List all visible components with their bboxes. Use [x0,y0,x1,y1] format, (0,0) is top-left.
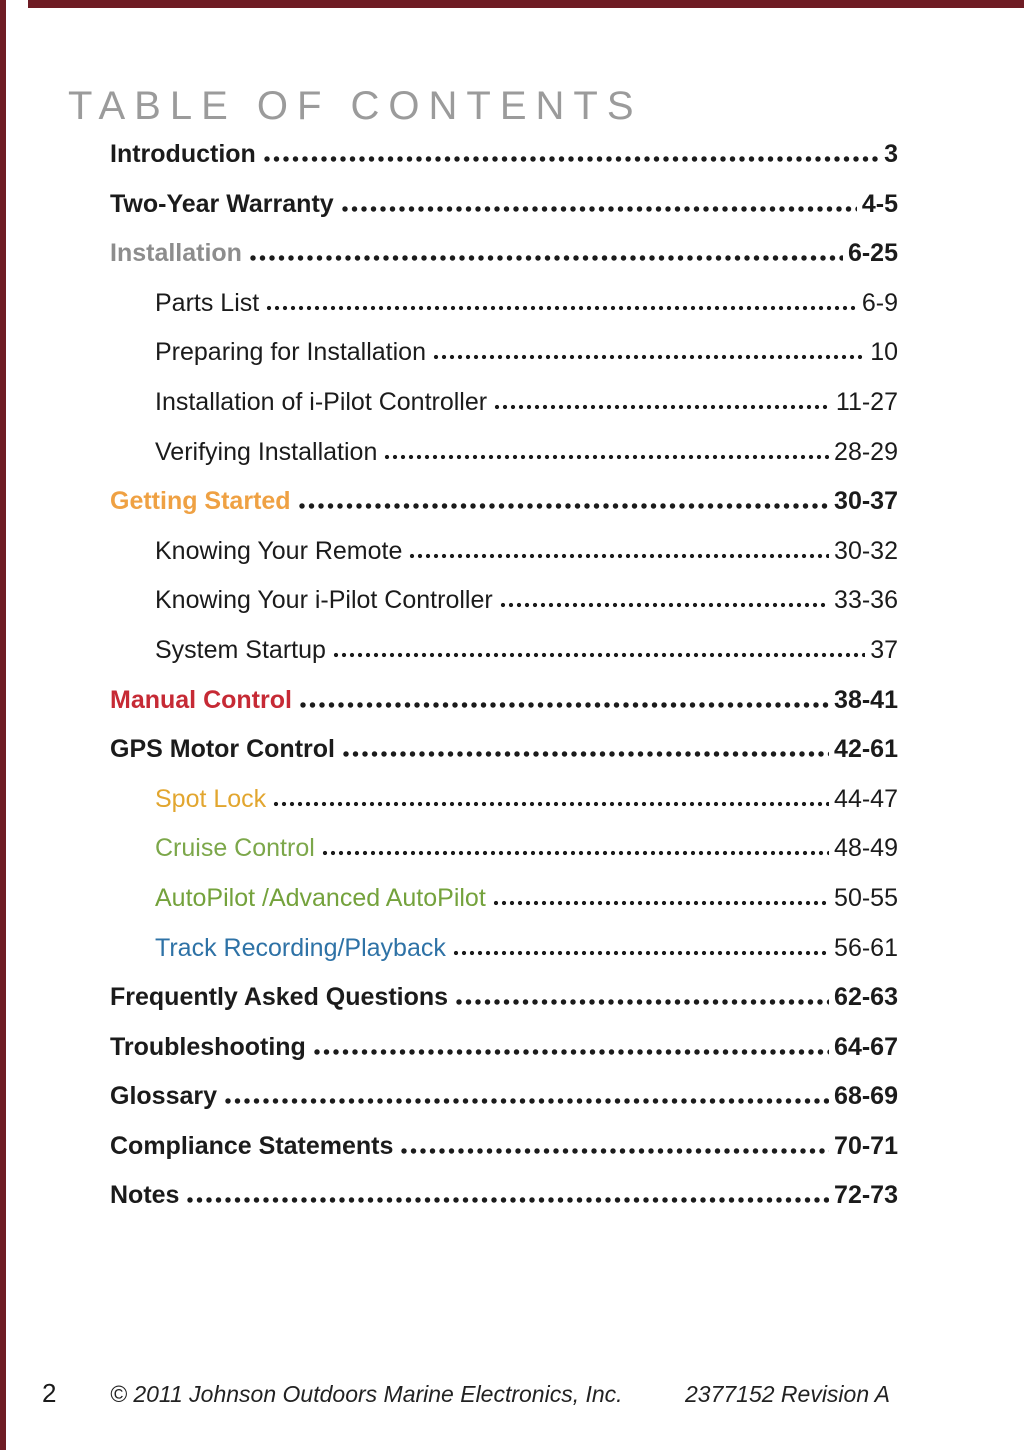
toc-leader-dots [384,453,829,460]
toc-row [110,338,898,388]
toc-page-number: 38-41 [834,685,898,714]
toc-row [110,1181,898,1231]
toc-leader-dots [409,552,829,559]
toc-entry-label: Installation of i-Pilot Controller [155,387,488,416]
toc-entry-label: Spot Lock [155,784,267,813]
toc-leader-dots [342,750,829,757]
toc-page-number: 70-71 [834,1131,898,1160]
toc-row [110,289,898,339]
toc-leader-dots [400,1147,829,1154]
toc-entry-label: Notes [110,1181,180,1210]
toc-row [110,388,898,438]
toc-page-number: 42-61 [834,735,898,764]
toc-entry-label: Frequently Asked Questions [110,983,449,1012]
toc-row [110,190,898,240]
toc-entry-label: Verifying Installation [155,437,378,466]
toc-page-number: 62-63 [834,983,898,1012]
toc-leader-dots [493,899,829,906]
toc-page-number: 30-32 [834,536,898,565]
toc-leader-dots [341,205,857,212]
toc-entry-label: Troubleshooting [110,1032,306,1061]
toc-leader-dots [273,800,829,807]
toc-leader-dots [333,651,865,658]
toc-entry-label: Knowing Your Remote [155,536,403,565]
toc-leader-dots [433,353,865,360]
toc-leader-dots [263,155,879,162]
toc-page-number: 10 [870,338,898,367]
toc-row [110,239,898,289]
toc-leader-dots [186,1196,829,1203]
toc-row [110,934,898,984]
toc-leader-dots [453,949,829,956]
toc-row [110,636,898,686]
toc-leader-dots [299,701,829,708]
toc-page-number: 33-36 [834,586,898,615]
footer-revision: 2377152 Revision A [684,1381,890,1407]
page-edge-left [0,0,6,1450]
toc-row [110,140,898,190]
toc-entry-label: Two-Year Warranty [110,189,334,218]
toc-row [110,785,898,835]
toc-entry-label: Cruise Control [155,834,315,863]
page-title: TABLE OF CONTENTS [68,84,643,128]
toc-page-number: 11-27 [835,387,898,416]
toc-entry-label: GPS Motor Control [110,735,335,764]
toc-page-number: 30-37 [834,487,898,516]
toc-page-number: 4-5 [861,189,898,218]
toc-row [110,438,898,488]
toc-page-number: 28-29 [834,437,898,466]
toc-page-number: 6-9 [861,288,898,317]
toc-leader-dots [298,502,829,509]
toc-entry-label: Getting Started [110,487,291,516]
toc-leader-dots [224,1097,829,1104]
footer-page-number: 2 [42,1378,57,1408]
toc-entry-label: Glossary [110,1082,218,1111]
toc-row [110,1132,898,1182]
toc-page-number: 48-49 [834,834,898,863]
toc-row [110,537,898,587]
toc-row [110,884,898,934]
toc-entry-label: Introduction [110,140,256,168]
page-edge-top [28,0,1024,8]
toc-leader-dots [322,849,829,856]
toc-leader-dots [249,254,843,261]
toc-row [110,1033,898,1083]
toc-page-number: 3 [884,140,898,168]
toc-row [110,487,898,537]
toc-leader-dots [266,304,857,311]
toc-row [110,735,898,785]
toc-row [110,834,898,884]
toc-entry-label: Compliance Statements [110,1131,394,1160]
toc-entry-label: Manual Control [110,685,292,714]
footer [0,1376,1024,1416]
toc-entry-label: AutoPilot /Advanced AutoPilot [155,883,486,912]
toc-entry-label: Knowing Your i-Pilot Controller [155,586,493,615]
toc-entry-label: System Startup [155,635,326,664]
toc-leader-dots [500,601,829,608]
toc-page-number: 68-69 [834,1082,898,1111]
toc-row [110,686,898,736]
toc-entry-label: Track Recording/Playback [155,933,446,962]
toc-entry-label: Parts List [155,288,260,317]
toc-list [110,140,898,1231]
toc-row [110,1082,898,1132]
toc-leader-dots [494,403,831,410]
toc-leader-dots [455,998,829,1005]
toc-page-number: 6-25 [847,239,898,268]
toc-page-number: 72-73 [834,1181,898,1210]
toc-entry-label: Preparing for Installation [155,338,426,367]
toc-page-number: 56-61 [834,933,898,962]
toc-page-number: 50-55 [834,883,898,912]
footer-copyright: © 2011 Johnson Outdoors Marine Electronics, Inc. [110,1381,623,1407]
toc-page-number: 37 [870,635,898,664]
toc-row [110,983,898,1033]
toc-entry-label: Installation [110,239,242,268]
toc-leader-dots [313,1048,829,1055]
toc-row [110,586,898,636]
toc-page-number: 44-47 [834,784,898,813]
toc-page-number: 64-67 [834,1032,898,1061]
